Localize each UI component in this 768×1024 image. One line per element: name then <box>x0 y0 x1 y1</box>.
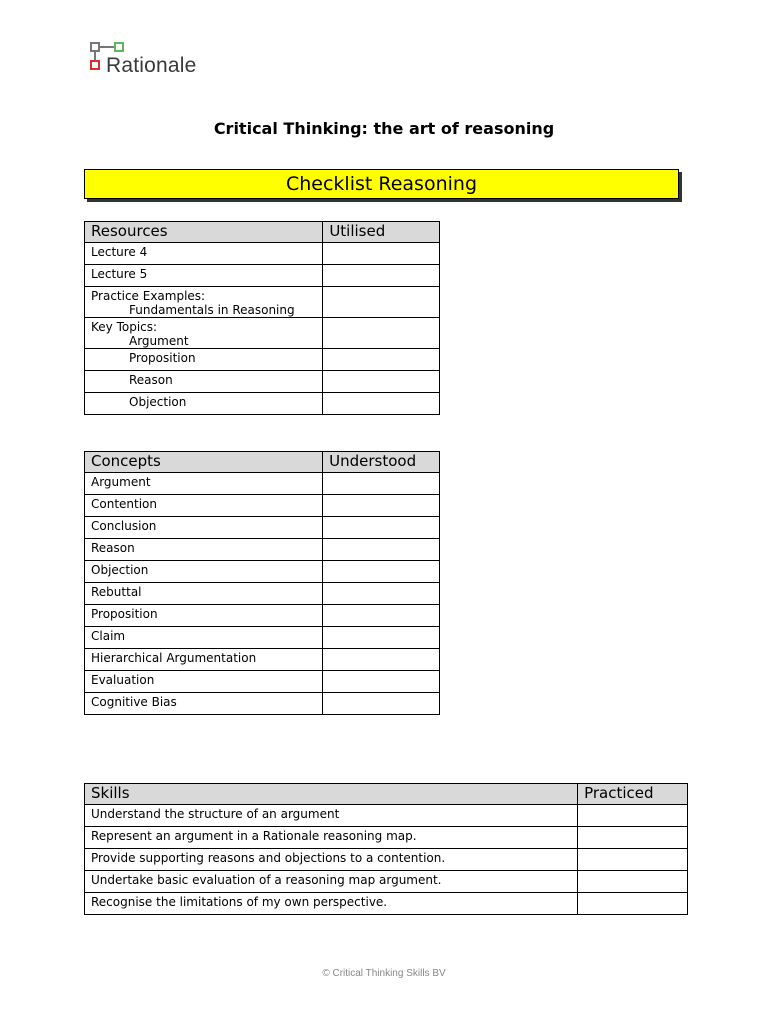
checklist-banner: Checklist Reasoning <box>84 169 679 199</box>
understood-cell[interactable] <box>323 517 440 539</box>
header-utilised: Utilised <box>323 222 440 243</box>
resource-sublabel: Fundamentals in Reasoning <box>129 303 295 317</box>
resource-label: Lecture 4 <box>91 245 148 259</box>
table-header-row <box>85 784 688 805</box>
understood-cell[interactable] <box>323 495 440 517</box>
skill-label: Understand the structure of an argument <box>85 805 578 827</box>
understood-cell[interactable] <box>323 671 440 693</box>
table-row <box>85 287 440 318</box>
concept-label: Contention <box>85 495 323 517</box>
table-row <box>85 561 440 583</box>
table-row <box>85 393 440 415</box>
table-row <box>85 649 440 671</box>
logo-node-red-icon <box>90 60 100 70</box>
concepts-table <box>84 451 440 715</box>
skill-label: Represent an argument in a Rationale reasoning map. <box>85 827 578 849</box>
page-title: Critical Thinking: the art of reasoning <box>213 119 555 138</box>
practiced-cell[interactable] <box>578 849 688 871</box>
table-row <box>85 871 688 893</box>
resource-label: Key Topics: <box>91 320 158 334</box>
practiced-cell[interactable] <box>578 893 688 915</box>
utilised-cell[interactable] <box>323 371 440 393</box>
utilised-cell[interactable] <box>323 243 440 265</box>
header-concepts: Concepts <box>85 452 323 473</box>
header-practiced: Practiced <box>578 784 688 805</box>
table-row <box>85 849 688 871</box>
resource-sublabel: Proposition <box>129 351 196 365</box>
concept-label: Reason <box>85 539 323 561</box>
table-row <box>85 605 440 627</box>
resource-sublabel: Argument <box>129 334 189 348</box>
understood-cell[interactable] <box>323 583 440 605</box>
logo-vlink-icon <box>94 52 96 60</box>
table-row <box>85 517 440 539</box>
resources-table <box>84 221 440 415</box>
understood-cell[interactable] <box>323 649 440 671</box>
table-row <box>85 318 440 349</box>
table-row <box>85 473 440 495</box>
table-row <box>85 265 440 287</box>
understood-cell[interactable] <box>323 693 440 715</box>
concept-label: Rebuttal <box>85 583 323 605</box>
table-row <box>85 495 440 517</box>
logo-text: Rationale <box>106 54 197 77</box>
table-row <box>85 371 440 393</box>
table-row <box>85 627 440 649</box>
practiced-cell[interactable] <box>578 805 688 827</box>
understood-cell[interactable] <box>323 605 440 627</box>
header-resources: Resources <box>85 222 323 243</box>
logo-node-grey-icon <box>90 42 100 52</box>
table-row <box>85 671 440 693</box>
utilised-cell[interactable] <box>323 287 440 318</box>
concept-label: Hierarchical Argumentation <box>85 649 323 671</box>
table-row <box>85 539 440 561</box>
understood-cell[interactable] <box>323 561 440 583</box>
concept-label: Objection <box>85 561 323 583</box>
concept-label: Evaluation <box>85 671 323 693</box>
table-row <box>85 827 688 849</box>
skill-label: Provide supporting reasons and objections to a contention. <box>85 849 578 871</box>
resource-sublabel: Objection <box>129 395 187 409</box>
table-row <box>85 805 688 827</box>
header-skills: Skills <box>85 784 578 805</box>
utilised-cell[interactable] <box>323 265 440 287</box>
utilised-cell[interactable] <box>323 349 440 371</box>
table-header-row <box>85 222 440 243</box>
practiced-cell[interactable] <box>578 827 688 849</box>
concept-label: Argument <box>85 473 323 495</box>
logo-link-icon <box>100 46 114 48</box>
concept-label: Claim <box>85 627 323 649</box>
table-row <box>85 583 440 605</box>
concept-label: Proposition <box>85 605 323 627</box>
skill-label: Recognise the limitations of my own perspective. <box>85 893 578 915</box>
footer-copyright: © Critical Thinking Skills BV <box>322 968 446 979</box>
table-row <box>85 243 440 265</box>
logo-node-green-icon <box>114 42 124 52</box>
skill-label: Undertake basic evaluation of a reasoning map argument. <box>85 871 578 893</box>
table-header-row <box>85 452 440 473</box>
table-row <box>85 893 688 915</box>
utilised-cell[interactable] <box>323 318 440 349</box>
skills-table <box>84 783 688 915</box>
utilised-cell[interactable] <box>323 393 440 415</box>
table-row <box>85 349 440 371</box>
concept-label: Cognitive Bias <box>85 693 323 715</box>
header-understood: Understood <box>323 452 440 473</box>
rationale-logo <box>90 42 210 82</box>
practiced-cell[interactable] <box>578 871 688 893</box>
resource-sublabel: Reason <box>129 373 173 387</box>
understood-cell[interactable] <box>323 473 440 495</box>
resource-label: Practice Examples: <box>91 289 206 303</box>
understood-cell[interactable] <box>323 539 440 561</box>
table-row <box>85 693 440 715</box>
understood-cell[interactable] <box>323 627 440 649</box>
concept-label: Conclusion <box>85 517 323 539</box>
resource-label: Lecture 5 <box>91 267 148 281</box>
